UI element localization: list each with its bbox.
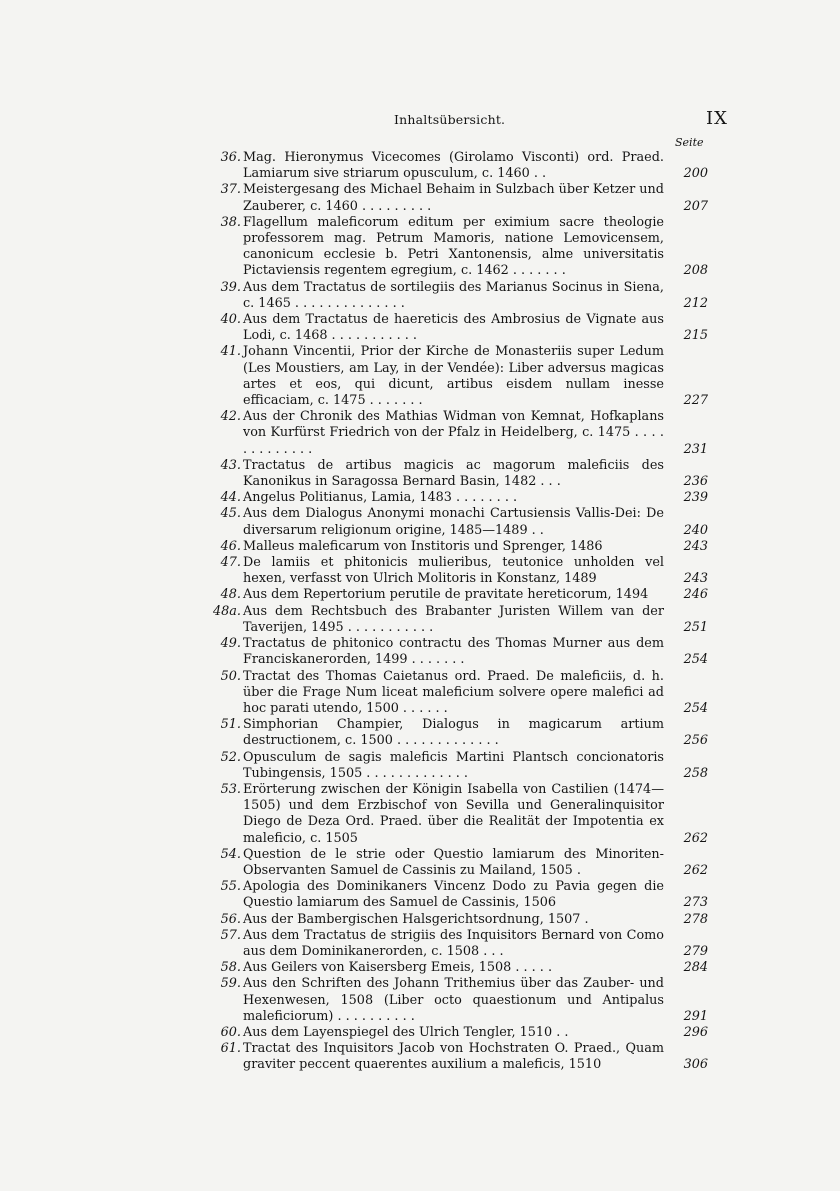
entry-number: 47. <box>220 555 241 571</box>
toc-entry <box>210 555 720 587</box>
entry-number: 61. <box>220 1041 241 1057</box>
entry-number: 55. <box>220 879 241 895</box>
entry-text: Aus dem Dialogus Anonymi monachi Cartusiensis Vallis-Dei: De diversarum religionum origine, 1485—1489 . . <box>243 506 664 538</box>
toc-entry <box>210 782 720 847</box>
entry-text: Aus der Bambergischen Halsgerichtsordnung, 1507 . <box>243 911 589 927</box>
entry-page: 212 <box>683 295 708 311</box>
entry-page: 254 <box>683 700 708 716</box>
entry-text: Aus dem Tractatus de haereticis des Ambrosius de Vignate aus Lodi, c. 1468 . . . . . . . . . . . <box>243 312 664 344</box>
toc-entry <box>210 150 720 182</box>
entry-page: 207 <box>683 198 708 214</box>
toc-entry <box>210 960 720 976</box>
entry-text: Mag. Hieronymus Vicecomes (Girolamo Visconti) ord. Praed. Lamiarum sive striarum opusculum, c. 1460 . . <box>243 150 664 182</box>
entry-page: 239 <box>683 490 708 506</box>
column-label-seite: Seite <box>675 136 704 149</box>
entry-page: 262 <box>683 862 708 878</box>
entry-page: 278 <box>683 911 708 927</box>
toc-entry <box>210 344 720 409</box>
entry-page: 256 <box>683 733 708 749</box>
entry-number: 57. <box>220 927 241 943</box>
toc-entry <box>210 879 720 911</box>
entry-text: Aus dem Repertorium perutile de pravitate hereticorum, 1494 <box>243 587 649 603</box>
entry-page: 291 <box>683 1008 708 1024</box>
entry-text: Aus der Chronik des Mathias Widman von Kemnat, Hofkaplans von Kurfürst Friedrich von der Pfalz in Heidelberg, c. 1475 . . . . . . . . . . . . . <box>243 409 664 457</box>
entry-page: 231 <box>683 441 708 457</box>
entry-page: 258 <box>683 765 708 781</box>
entry-number: 36. <box>220 150 241 165</box>
entry-text: Apologia des Dominikaners Vincenz Dodo zu Pavia gegen die Questio lamiarum des Samuel de Cassinis, 1506 <box>243 879 664 911</box>
entry-page: 236 <box>683 474 708 490</box>
entry-number: 38. <box>220 214 241 230</box>
entry-number: 53. <box>220 781 241 797</box>
entry-number: 37. <box>220 182 241 198</box>
entry-number: 49. <box>220 636 241 652</box>
entry-number: 42. <box>220 409 241 425</box>
entry-page: 262 <box>683 830 708 846</box>
entry-number: 60. <box>220 1024 241 1040</box>
entry-text: Tractatus de phitonico contractu des Thomas Murner aus dem Franciskanerorden, 1499 . . . . . . . <box>243 636 664 668</box>
toc-entry <box>210 717 720 749</box>
toc-entry <box>210 847 720 879</box>
entry-page: 279 <box>683 943 708 959</box>
entry-text: Tractat des Thomas Caietanus ord. Praed. De maleficiis, d. h. über die Frage Num liceat maleficium solvere opere malefici ad hoc parati utendo, 1500 . . . . . . <box>243 668 664 716</box>
toc-entry <box>210 669 720 718</box>
entry-text: Tractatus de artibus magicis ac magorum maleficiis des Kanonikus in Saragossa Bernard Basin, 1482 . . . <box>243 457 664 490</box>
entry-page: 215 <box>683 328 708 344</box>
entry-text: Flagellum maleficorum editum per eximium sacre theologie professorem mag. Petrum Mamoris, natione Lemovicensem, canonicum ecclesie b. Petri Xantonensis, alme universitatis Pictaviensis regentem egregium, c. 1462 . . . . . . . <box>243 214 664 279</box>
entry-number: 50. <box>220 668 241 684</box>
entry-number: 56. <box>220 911 241 927</box>
entry-text: Aus dem Tractatus de sortilegiis des Marianus Socinus in Siena, c. 1465 . . . . . . . . . . . . . . <box>243 279 664 311</box>
running-title: Inhaltsübersicht. <box>394 112 506 127</box>
entry-text: Erörterung zwischen der Königin Isabella von Castilien (1474—1505) und dem Erzbischof von Sevilla und Generalinquisitor Diego de Deza Ord. Praed. über die Realität der Impotentia ex maleficio, c. 1505 <box>243 781 664 846</box>
entry-page: 296 <box>683 1024 708 1040</box>
toc-entry <box>210 490 720 506</box>
entry-number: 48. <box>220 587 241 603</box>
toc-entry <box>210 312 720 344</box>
entry-text: Angelus Politianus, Lamia, 1483 . . . . . . . . <box>243 490 518 506</box>
entry-text: Question de le strie oder Questio lamiarum des Minoriten-Observanten Samuel de Cassinis zu Mailand, 1505 . <box>243 846 664 878</box>
entry-text: Johann Vincentii, Prior der Kirche de Monasteriis super Ledum (Les Moustiers, am Lay, in der Vendée): Liber adversus magicas artes et eos, qui dicunt, artibus eisdem nullam inesse efficaciam, c. 1475 . . . . . . . <box>243 344 664 409</box>
entry-number: 39. <box>220 279 241 295</box>
entry-text: Aus den Schriften des Johann Trithemius über das Zauber- und Hexenwesen, 1508 (Liber octo quaestionum und Antipalus maleficiorum) . . . . . . . . . . <box>243 976 664 1024</box>
entry-text: Tractat des Inquisitors Jacob von Hochstraten O. Praed., Quam graviter peccent quaerentes auxilium a maleficis, 1510 <box>243 1041 664 1073</box>
entry-number: 51. <box>220 717 241 733</box>
entry-text: Malleus maleficarum von Institoris und Sprenger, 1486 <box>243 538 603 554</box>
toc-entry <box>210 409 720 458</box>
entry-page: 200 <box>683 166 708 182</box>
entry-page: 284 <box>683 960 708 976</box>
entry-text: Aus dem Layenspiegel des Ulrich Tengler, 1510 . . <box>243 1024 569 1040</box>
entry-number: 48a. <box>213 603 241 619</box>
entry-page: 240 <box>683 522 708 538</box>
entry-number: 44. <box>220 490 241 506</box>
entry-text: Aus Geilers von Kaisersberg Emeis, 1508 . . . . . <box>243 960 553 976</box>
toc-entry <box>210 458 720 490</box>
entry-page: 306 <box>683 1057 708 1073</box>
entry-text: Simphorian Champier, Dialogus in magicarum artium destructionem, c. 1500 . . . . . . . . . . . . . <box>243 717 664 749</box>
entry-page: 243 <box>683 571 708 587</box>
toc-entry <box>210 976 720 1025</box>
toc-entry <box>210 539 720 555</box>
entry-text: Opusculum de sagis maleficis Martini Plantsch concionatoris Tubingensis, 1505 . . . . . . . . . . . . . <box>243 749 664 781</box>
entry-number: 41. <box>220 344 241 360</box>
entry-number: 58. <box>220 960 241 976</box>
entry-page: 273 <box>683 895 708 911</box>
toc-entry <box>210 1025 720 1041</box>
entry-number: 40. <box>220 312 241 328</box>
entry-page: 208 <box>683 263 708 279</box>
toc-entry <box>210 182 720 214</box>
entry-number: 45. <box>220 506 241 522</box>
entry-page: 254 <box>683 652 708 668</box>
entry-text: De lamiis et phitonicis mulieribus, teutonice unholden vel hexen, verfasst von Ulrich Molitoris in Konstanz, 1489 <box>243 555 664 587</box>
toc-entry <box>210 750 720 782</box>
toc-entry <box>210 928 720 960</box>
entry-page: 251 <box>683 619 708 635</box>
entry-number: 52. <box>220 749 241 765</box>
entry-text: Meistergesang des Michael Behaim in Sulzbach über Ketzer und Zauberer, c. 1460 . . . . . . . . . <box>243 182 664 214</box>
toc-entry <box>210 1041 720 1073</box>
entry-page: 227 <box>683 393 708 409</box>
entry-number: 54. <box>220 846 241 862</box>
entry-text: Aus dem Tractatus de strigiis des Inquisitors Bernard von Como aus dem Dominikanerorden, c. 1508 . . . <box>243 927 664 959</box>
toc-entry <box>210 587 720 603</box>
entry-text: Aus dem Rechtsbuch des Brabanter Juristen Willem van der Taverijen, 1495 . . . . . . . . . . . <box>243 603 664 635</box>
toc-entry <box>210 280 720 312</box>
page-number: IX <box>706 108 728 129</box>
entry-page: 243 <box>683 538 708 554</box>
entry-number: 59. <box>220 976 241 992</box>
toc-entry <box>210 215 720 280</box>
toc-entry <box>210 506 720 538</box>
table-of-contents <box>210 150 720 1074</box>
entry-number: 46. <box>220 538 241 554</box>
toc-entry <box>210 636 720 668</box>
entry-number: 43. <box>220 457 241 473</box>
toc-entry <box>210 604 720 636</box>
entry-page: 246 <box>683 587 708 603</box>
toc-entry <box>210 912 720 928</box>
